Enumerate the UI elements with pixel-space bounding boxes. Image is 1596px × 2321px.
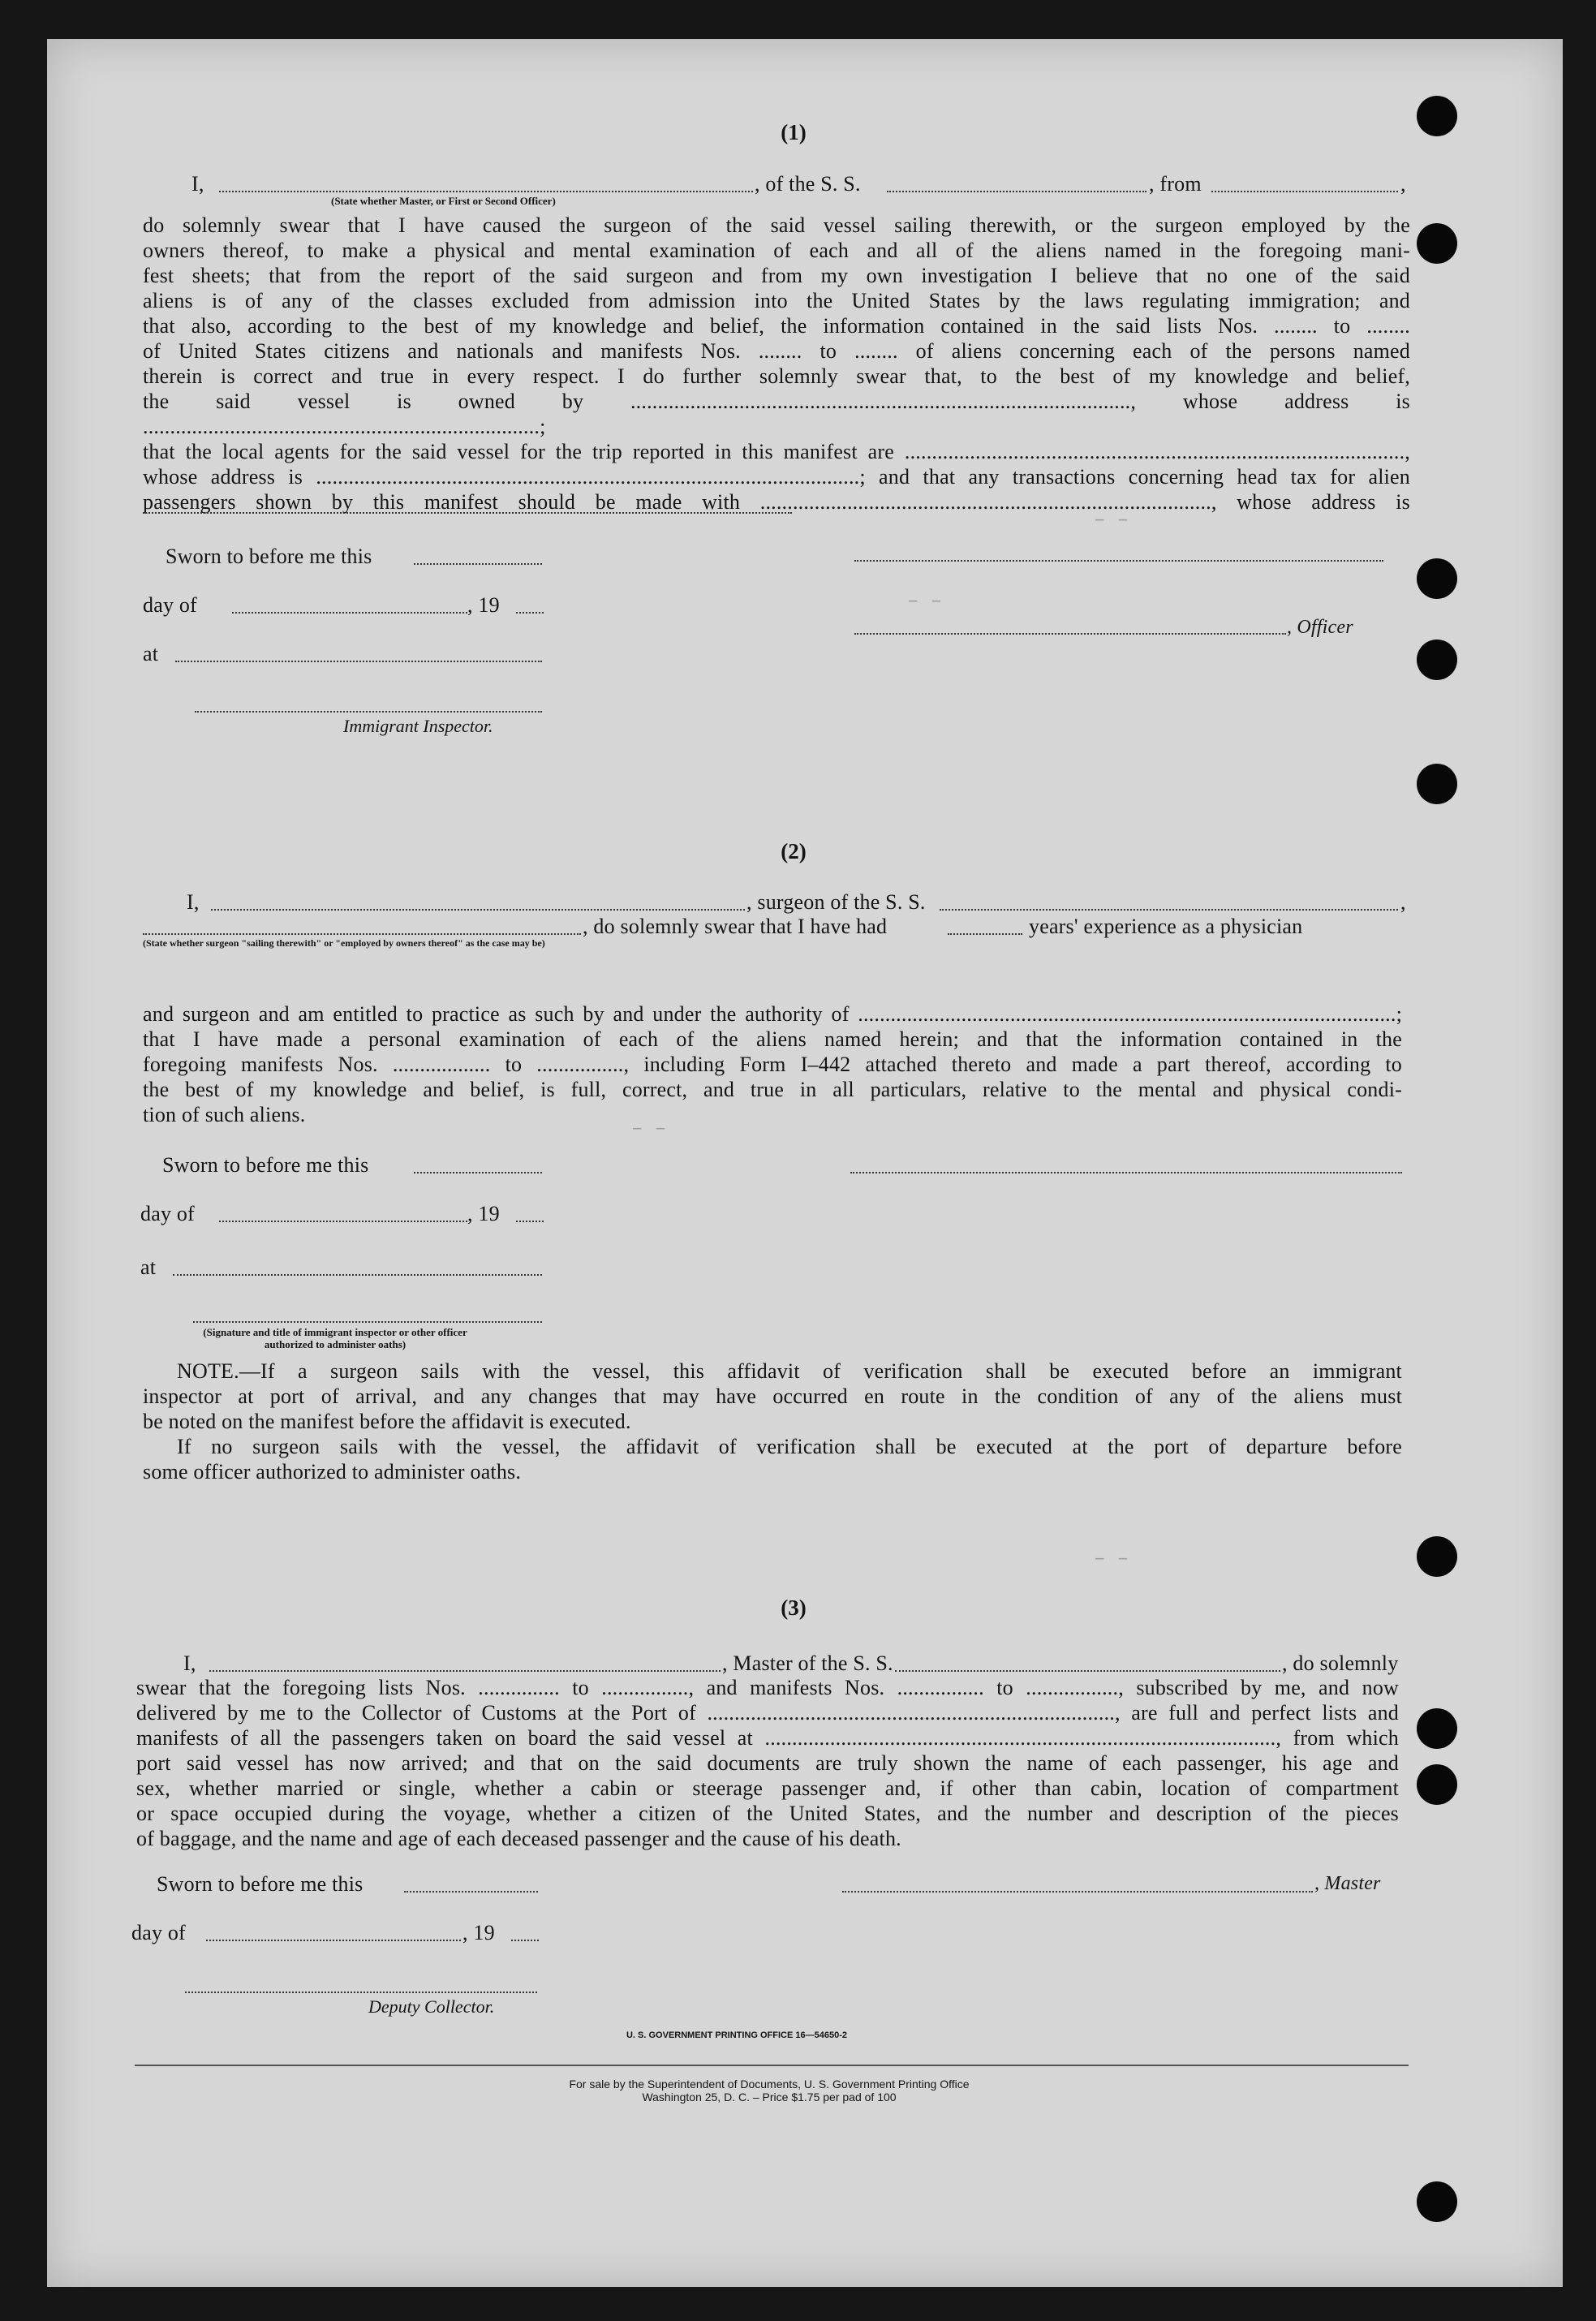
comma: , — [1400, 890, 1406, 914]
s1-line: aliens is of any of the classes excluded from admission into the United States by the laws regulating immigration; and — [143, 289, 1410, 312]
s3-day-of-label: day of — [131, 1921, 186, 1944]
note-line: inspector at port of arrival, and any changes that may have occurred en route in the condition of any of the aliens must — [143, 1384, 1402, 1408]
s1-officer-rank-field[interactable] — [219, 191, 753, 192]
s1-line: therein is correct and true in every respect. I do further solemnly swear that, to the best of my knowledge and belief, — [143, 364, 1410, 388]
s1-year-label: , 19 — [467, 593, 500, 617]
punch-hole — [1417, 558, 1457, 599]
s2-surgeon-caption: (State whether surgeon "sailing therewith" or "employed by owners thereof" as the case may be) — [143, 937, 545, 949]
punch-hole — [1417, 639, 1457, 680]
s1-i-label: I, — [191, 172, 204, 196]
s2-line: and surgeon and am entitled to practice as such by and under the authority of ...................................................................................................; — [143, 1002, 1402, 1026]
s2-years-label: years' experience as a physician — [1029, 915, 1303, 938]
s3-year-label: , 19 — [462, 1921, 495, 1944]
s1-line: that also, according to the best of my knowledge and belief, the information contained in the said lists Nos. ........ to ........ — [143, 314, 1410, 338]
punch-hole — [1417, 96, 1457, 136]
s3-master-name-field[interactable] — [209, 1670, 721, 1672]
s3-master-of-label: , Master of the S. S. — [722, 1651, 893, 1675]
section-3-number: (3) — [781, 1595, 807, 1620]
s1-month-field[interactable] — [232, 612, 467, 614]
punch-hole — [1417, 1764, 1457, 1805]
s1-officer-signature-field[interactable] — [854, 560, 1383, 562]
s1-from-label: , from — [1149, 172, 1202, 196]
s1-at-label: at — [143, 642, 159, 665]
s1-sworn-label: Sworn to before me this — [166, 545, 372, 568]
s1-day-of-label: day of — [143, 593, 197, 617]
s3-month-field[interactable] — [206, 1940, 461, 1941]
s3-line: port said vessel has now arrived; and that on the said documents are truly shown the name of each passenger, his age and — [136, 1751, 1399, 1775]
s3-oath-paragraph — [136, 1675, 1399, 1851]
s2-line: tion of such aliens. — [143, 1103, 306, 1126]
section-1-number: (1) — [781, 120, 807, 144]
s3-line: swear that the foregoing lists Nos. ............... to ................, and manifests Nos. ................ to ................., subscribed by me, and now — [136, 1676, 1399, 1699]
s1-line: fest sheets; that from the report of the said surgeon and from my own investigation I believe that no one of the said — [143, 264, 1410, 287]
s1-line: passengers shown by this manifest should be made with ..................................................................................., whose address is — [143, 490, 1410, 514]
s2-surgeon-of-label: , surgeon of the S. S. — [746, 890, 926, 914]
s2-at-field[interactable] — [173, 1274, 542, 1276]
s3-vessel-field[interactable] — [895, 1670, 1280, 1672]
bleed-through-mark: – – — [1094, 510, 1129, 532]
s3-sworn-day-field[interactable] — [404, 1891, 538, 1893]
s2-line: that I have made a personal examination of each of the aliens named herein; and that the information contained in the — [143, 1027, 1402, 1051]
punch-hole — [1417, 1708, 1457, 1749]
s1-at-field[interactable] — [175, 661, 542, 662]
s1-line: of United States citizens and nationals and manifests Nos. ........ to ........ of aliens concerning each of the persons named — [143, 339, 1410, 363]
s1-vessel-field[interactable] — [887, 191, 1146, 192]
footer-rule — [135, 2065, 1409, 2066]
section-2-number: (2) — [781, 839, 807, 863]
comma: , — [1400, 172, 1406, 196]
s2-surgeon-status-field[interactable] — [143, 933, 581, 935]
s3-swear-label: , do solemnly — [1282, 1651, 1399, 1675]
note2-line: some officer authorized to administer oaths. — [143, 1460, 522, 1483]
s1-inspector-signature-field[interactable] — [195, 711, 542, 713]
punch-hole — [1417, 223, 1457, 264]
note-line: be noted on the manifest before the affidavit is executed. — [143, 1410, 631, 1433]
s2-signature-caption: (Signature and title of immigrant inspector or other officer authorized to administer oaths) — [203, 1326, 467, 1350]
s1-sworn-day-field[interactable] — [414, 563, 542, 565]
s2-sworn-day-field[interactable] — [414, 1172, 542, 1173]
s1-officer-field[interactable] — [854, 633, 1286, 635]
s3-line: manifests of all the passengers taken on board the said vessel at .............................................................................................., from which — [136, 1726, 1399, 1750]
s3-line: or space occupied during the voyage, whether a citizen of the United States, and the number and description of the pieces — [136, 1802, 1399, 1825]
s2-at-label: at — [140, 1255, 157, 1279]
s2-surgeon-name-field[interactable] — [211, 909, 745, 911]
sale-notice-line-1: For sale by the Superintendent of Documents, U. S. Government Printing Office — [569, 2078, 970, 2091]
s1-line: that the local agents for the said vessel for the trip reported in this manifest are ............................................................................................, — [143, 440, 1410, 463]
s3-master-signature-field[interactable] — [842, 1891, 1313, 1893]
s1-rank-caption: (State whether Master, or First or Second Officer) — [331, 195, 556, 207]
punch-hole — [1417, 2181, 1457, 2222]
s2-years-field[interactable] — [948, 933, 1022, 935]
s3-deputy-signature-field[interactable] — [185, 1992, 537, 1993]
punch-hole — [1417, 764, 1457, 804]
s2-line: the best of my knowledge and belief, is full, correct, and true in all particulars, relative to the mental and physical condi- — [143, 1078, 1402, 1101]
note-paragraph — [143, 1359, 1402, 1434]
s3-master-label: , Master — [1314, 1873, 1381, 1894]
s3-sworn-label: Sworn to before me this — [157, 1872, 364, 1896]
s1-from-port-field[interactable] — [1211, 191, 1398, 192]
bleed-through-mark: – – — [1094, 1548, 1129, 1570]
s3-line: delivered by me to the Collector of Customs at the Port of ..........................................................................., are full and perfect lists and — [136, 1701, 1399, 1725]
s1-officer-label: , Officer — [1287, 617, 1353, 638]
form-sheet — [47, 39, 1563, 2287]
s1-line: whose address is ....................................................................................................; and that any transactions concerning head tax for alien — [143, 465, 1410, 489]
s1-year-field[interactable] — [516, 612, 544, 614]
s3-year-field[interactable] — [511, 1940, 539, 1941]
s2-swear-label: , do solemnly swear that I have had — [583, 915, 888, 938]
s1-oath-paragraph — [143, 213, 1410, 515]
s1-of-ss-label: , of the S. S. — [755, 172, 861, 196]
s2-month-field[interactable] — [219, 1221, 467, 1222]
note2-paragraph — [143, 1434, 1402, 1484]
s2-surgeon-signature-field[interactable] — [850, 1172, 1402, 1173]
s2-sworn-label: Sworn to before me this — [162, 1153, 369, 1177]
s3-deputy-label: Deputy Collector. — [368, 1996, 495, 2017]
s2-day-of-label: day of — [140, 1202, 195, 1225]
s3-line: of baggage, and the name and age of each deceased passenger and the cause of his death. — [136, 1827, 901, 1850]
s2-year-field[interactable] — [516, 1221, 544, 1222]
s3-line: sex, whether married or single, whether a cabin or steerage passenger and, if other than cabin, location of compartment — [136, 1776, 1399, 1800]
s2-inspector-signature-field[interactable] — [193, 1321, 542, 1323]
note-line: NOTE.—If a surgeon sails with the vessel, this affidavit of verification shall be executed before an immigrant — [177, 1359, 1402, 1383]
s1-head-tax-address-field[interactable] — [143, 512, 792, 514]
s1-line: owners thereof, to make a physical and mental examination of each and all of the aliens named in the foregoing mani- — [143, 239, 1410, 262]
sale-notice-line-2: Washington 25, D. C. – Price $1.75 per pad of 100 — [642, 2091, 897, 2104]
punch-hole — [1417, 1536, 1457, 1577]
s2-vessel-field[interactable] — [940, 909, 1398, 911]
bleed-through-mark: – – — [631, 1118, 667, 1140]
s3-i-label: I, — [183, 1651, 196, 1675]
s2-year-label: , 19 — [467, 1202, 500, 1225]
s1-line: the said vessel is owned by ............................................................................................, whose address is .........................................................................; — [143, 390, 1410, 438]
s2-i-label: I, — [187, 890, 200, 914]
s1-inspector-label: Immigrant Inspector. — [343, 716, 493, 736]
s2-oath-paragraph — [143, 1001, 1402, 1127]
note2-line: If no surgeon sails with the vessel, the affidavit of verification shall be executed at the port of departure before — [177, 1435, 1402, 1458]
gpo-imprint: U. S. GOVERNMENT PRINTING OFFICE 16—54650-2 — [626, 2030, 847, 2040]
s2-line: foregoing manifests Nos. .................. to ................, including Form I–442 attached thereto and made a part thereof, according to — [143, 1053, 1402, 1076]
bleed-through-mark: – – — [907, 591, 943, 613]
s1-line: do solemnly swear that I have caused the surgeon of the said vessel sailing therewith, or the surgeon employed by the — [143, 213, 1410, 237]
